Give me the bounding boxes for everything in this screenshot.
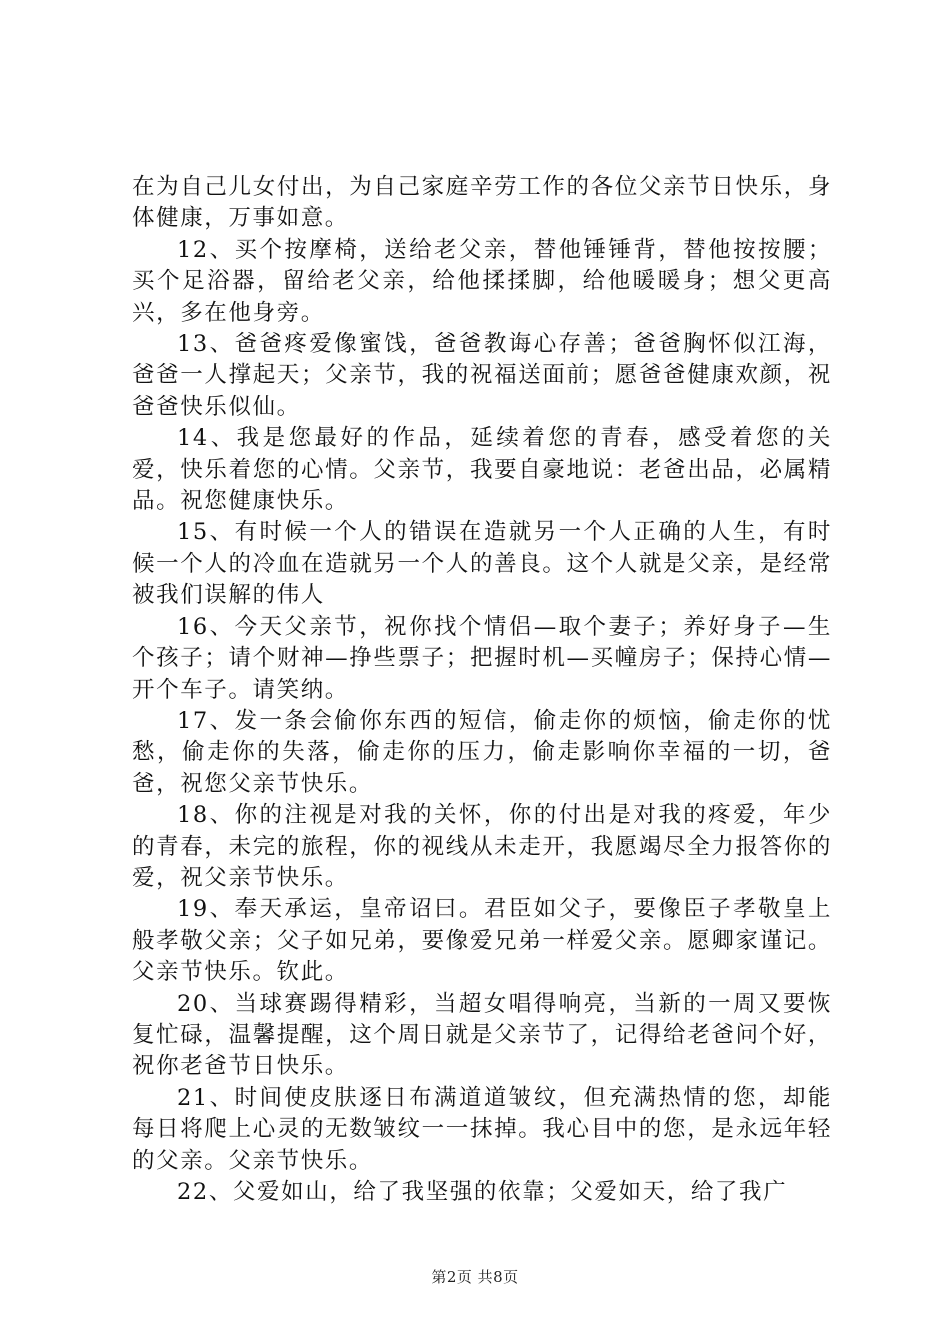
paragraph-9: 19、奉天承运，皇帝诏曰。君臣如父子，要像臣子孝敬皇上般孝敬父亲；父子如兄弟，要像爱兄弟一样爱父亲。愿卿家谨记。父亲节快乐。钦此。 xyxy=(132,896,832,986)
paragraph-8: 18、你的注视是对我的关怀，你的付出是对我的疼爱，年少的青春，未完的旅程，你的视线从未走开，我愿竭尽全力报答你的爱，祝父亲节快乐。 xyxy=(132,802,832,891)
document-body xyxy=(132,172,832,1208)
paragraph-3: 13、爸爸疼爱像蜜饯，爸爸教诲心存善；爸爸胸怀似江海，爸爸一人撑起天；父亲节，我的祝福送面前；愿爸爸健康欢颜，祝爸爸快乐似仙。 xyxy=(132,331,832,420)
paragraph-5: 15、有时候一个人的错误在造就另一个人正确的人生，有时候一个人的冷血在造就另一个人的善良。这个人就是父亲，是经常被我们误解的伟人 xyxy=(132,519,832,609)
paragraph-12: 22、父爱如山，给了我坚强的依靠；父爱如天，给了我广 xyxy=(177,1179,788,1205)
paragraph-11: 21、时间使皮肤逐日布满道道皱纹，但充满热情的您，却能每日将爬上心灵的无数皱纹一一抹掉。我心目中的您，是永远年轻的父亲。父亲节快乐。 xyxy=(132,1084,832,1174)
page-number-footer: 第2页 共8页 xyxy=(431,1268,519,1286)
paragraph-2: 12、买个按摩椅，送给老父亲，替他锤锤背，替他按按腰；买个足浴器，留给老父亲，给他揉揉脚，给他暖暖身；想父更高兴，多在他身旁。 xyxy=(132,236,832,326)
paragraph-4: 14、我是您最好的作品，延续着您的青春，感受着您的关爱，快乐着您的心情。父亲节，我要自豪地说：老爸出品，必属精品。祝您健康快乐。 xyxy=(132,425,832,515)
paragraph-6: 16、今天父亲节，祝你找个情侣—取个妻子；养好身子—生个孩子；请个财神—挣些票子；把握时机—买幢房子；保持心情—开个车子。请笑纳。 xyxy=(132,613,832,703)
paragraph-10: 20、当球赛踢得精彩，当超女唱得响亮，当新的一周又要恢复忙碌，温馨提醒，这个周日就是父亲节了，记得给老爸问个好，祝你老爸节日快乐。 xyxy=(132,990,832,1080)
paragraph-7: 17、发一条会偷你东西的短信，偷走你的烦恼，偷走你的忧愁，偷走你的失落，偷走你的压力，偷走影响你幸福的一切，爸爸，祝您父亲节快乐。 xyxy=(132,707,832,797)
paragraph-1: 在为自己儿女付出，为自己家庭辛劳工作的各位父亲节日快乐，身体健康，万事如意。 xyxy=(132,174,832,232)
